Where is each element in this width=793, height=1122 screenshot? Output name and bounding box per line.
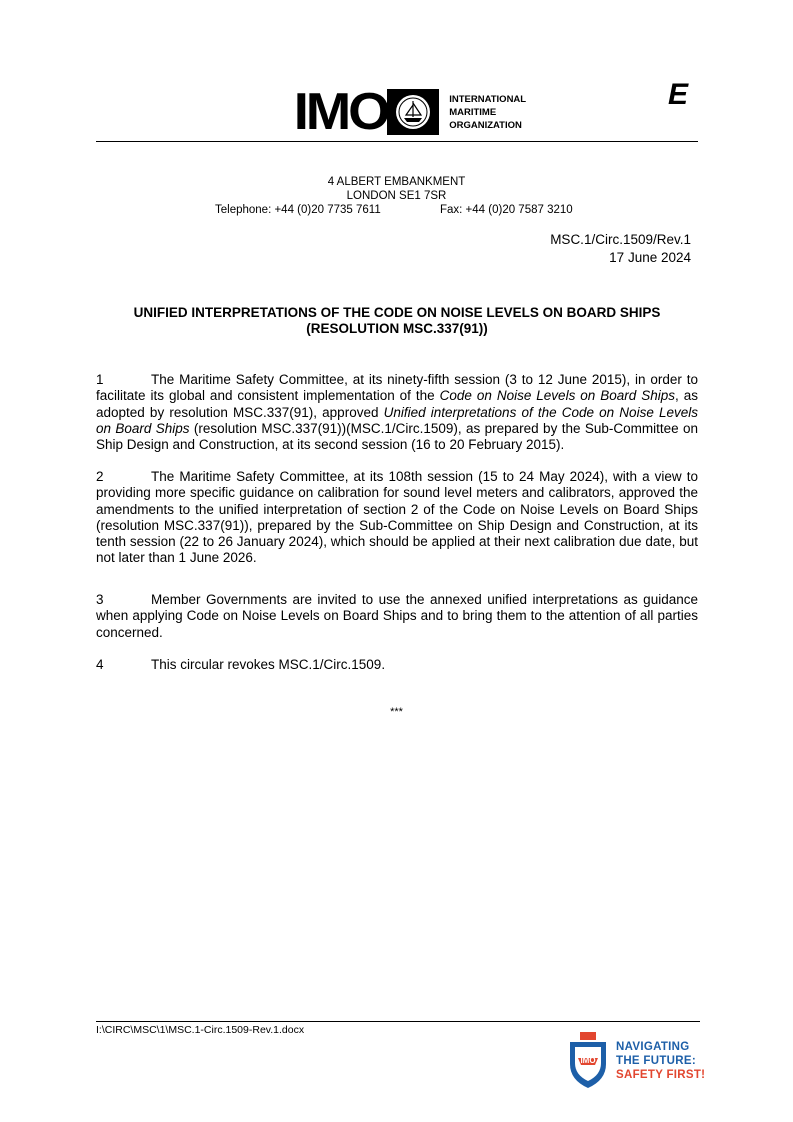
imo-logo-text: IMO xyxy=(293,83,388,141)
file-path: I:\CIRC\MSC\1\MSC.1-Circ.1509-Rev.1.docx xyxy=(96,1024,305,1036)
paragraph-2 xyxy=(96,469,698,567)
paragraph-text: Member Governments are invited to use the annexed unified interpretations as guidance when applying Code on Noise Levels on Board Ships and to bring them to the attention of all parties concerned. xyxy=(96,592,698,640)
paragraph-text: This circular revokes MSC.1/Circ.1509. xyxy=(151,657,386,672)
org-name-line3: ORGANIZATION xyxy=(449,119,522,131)
imo-shield-icon xyxy=(566,1030,610,1090)
svg-text:IMO: IMO xyxy=(580,1056,596,1065)
paragraph-text: , as adopted by resolution MSC.337(91), approved xyxy=(96,388,698,420)
paragraph-3 xyxy=(96,592,698,641)
badge-line1: NAVIGATING xyxy=(616,1041,690,1053)
org-name-line1: INTERNATIONAL xyxy=(449,93,527,105)
interpretations-title-italic: Unified interpretations of the Code on Noise Levels on Board Ships xyxy=(96,404,698,436)
address-line1: 4 ALBERT EMBANKMENT xyxy=(327,176,466,188)
document-date: 17 June 2024 xyxy=(609,250,691,265)
organization-name xyxy=(449,93,526,132)
imo-logo xyxy=(293,83,527,141)
footer-divider xyxy=(96,1021,700,1022)
paragraph-number: 4 xyxy=(96,657,104,672)
paragraph-text: The Maritime Safety Committee, at its ninety-fifth session (3 to 12 June 2015), in order to facilitate its global and consistent implementation of the xyxy=(96,372,698,404)
address-line2: LONDON SE1 7SR xyxy=(346,190,447,202)
imo-emblem-icon xyxy=(387,89,439,135)
title-line2: (RESOLUTION MSC.337(91)) xyxy=(306,321,488,336)
language-mark: E xyxy=(668,78,689,111)
document-symbol: MSC.1/Circ.1509/Rev.1 xyxy=(550,232,691,247)
badge-slogan xyxy=(616,1040,705,1082)
title-line1: UNIFIED INTERPRETATIONS OF THE CODE ON NOISE LEVELS ON BOARD SHIPS xyxy=(133,305,661,320)
header-divider xyxy=(96,141,698,142)
section-separator: *** xyxy=(390,706,403,718)
code-title-italic: Code on Noise Levels on Board Ships xyxy=(439,388,676,404)
safety-first-badge xyxy=(566,1030,706,1090)
telephone: Telephone: +44 (0)20 7735 7611 xyxy=(215,204,381,216)
imo-logo-letters xyxy=(293,83,388,141)
org-name-line2: MARITIME xyxy=(449,106,497,118)
paragraph-text: The Maritime Safety Committee, at its 108th session (15 to 24 May 2024), with a view to providing more specific guidance on calibration for sound level meters and calibrators, approved the amendments to the unified interpretation of section 2 of the Code on Noise Levels on Board Ships (resolution MSC.337(91)), prepared by the Sub-Committee on Ship Design and Construction, at its tenth session (22 to 26 January 2024), which should be applied at their next calibration due date, but not later than 1 June 2026. xyxy=(96,469,698,566)
badge-line2: THE FUTURE: xyxy=(616,1055,696,1067)
paragraph-number: 3 xyxy=(96,592,104,607)
paragraph-1 xyxy=(96,372,698,453)
paragraph-number: 1 xyxy=(96,372,104,387)
paragraph-4 xyxy=(96,657,698,673)
fax: Fax: +44 (0)20 7587 3210 xyxy=(440,204,573,216)
paragraph-number: 2 xyxy=(96,469,104,484)
paragraph-text: (resolution MSC.337(91))(MSC.1/Circ.1509), as prepared by the Sub-Committee on Ship Design and Construction, at its second session (16 to 20 February 2015). xyxy=(96,420,698,453)
document-title xyxy=(96,305,698,337)
badge-line3: SAFETY FIRST! xyxy=(616,1069,706,1081)
